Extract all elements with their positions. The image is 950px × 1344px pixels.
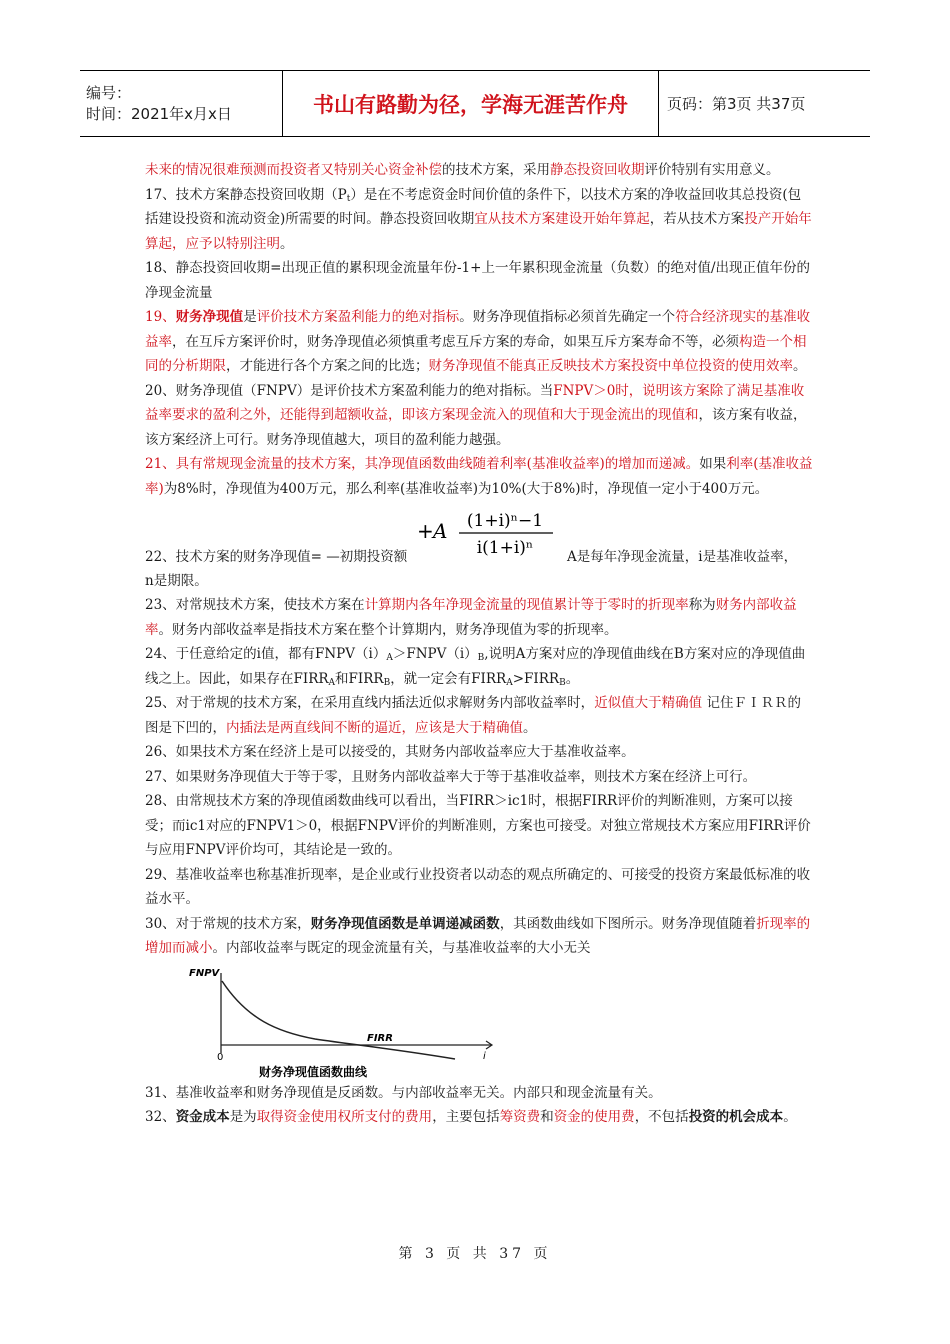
page-info-text: 页码：第3页 共37页	[667, 95, 806, 113]
header-motto	[282, 71, 659, 136]
highlight: 静态投资回收期	[550, 162, 645, 178]
highlight: 21、具有常规现金流量的技术方案，其净现值函数曲线随着利率(基准收益率)的增加而递减。	[145, 456, 700, 472]
header-code-label: 编号：	[86, 83, 132, 102]
paragraph-18: 18、静态投资回收期=出现正值的累积现金流量年份-1+上一年累积现金流量（负数）的绝对值/出现正值年份的净现金流量	[145, 260, 810, 301]
text: 17、技术方案静态投资回收期（P	[145, 186, 347, 203]
page-header	[80, 70, 870, 137]
paragraph-21	[145, 452, 813, 501]
text: 24、于任意给定的i值，都有FNPV（i）	[145, 646, 387, 662]
highlight: 筹资费	[499, 1109, 541, 1125]
text: n是期限。	[145, 573, 208, 589]
text: ，其函数曲线如下图所示。财务净现值随着	[499, 915, 757, 932]
text: 和FIRR	[335, 670, 384, 687]
chart-annotation-firr: FIRR	[367, 1032, 393, 1044]
header-page-info	[659, 71, 870, 136]
term-bold: 投资的机会成本	[688, 1109, 784, 1125]
text: 。	[783, 1109, 797, 1125]
formula-denominator: i(1+i)ⁿ	[476, 538, 534, 558]
text: ，不包括	[634, 1109, 689, 1125]
paragraph-29: 29、基准收益率也称基准折现率，是企业或行业投资者以动态的观点所确定的、可接受的投资方案最低标准的收益水平。	[145, 866, 811, 907]
text: ，才能进行各个方案之间的比选；	[226, 358, 429, 374]
highlight: 内插法是两直线间不断的逼近，应该是大于精确值	[226, 719, 523, 736]
highlight: 符合经济现实的基准收益率	[145, 309, 811, 350]
chart-origin-label: 0	[217, 1051, 224, 1063]
text: ＞FNPV（i）	[392, 646, 478, 662]
highlight: 利率(基准收益率)	[145, 456, 813, 497]
highlight: 宜从技术方案建设开始年算起	[474, 211, 650, 227]
paragraph-31: 31、基准收益率和财务净现值是反函数。与内部收益率无关。内部只和现金流量有关。	[145, 1084, 662, 1101]
text: 为8%时，净现值为400万元，那么利率(基准收益率)为10%(大于8%)时，净现值一定小于400万元。	[163, 480, 769, 497]
document-body	[145, 158, 813, 1130]
paragraph-30	[145, 912, 813, 961]
text: 23、对常规技术方案，使技术方案在	[145, 597, 365, 613]
text: 20、财务净现值（FNPV）是评价技术方案盈利能力的绝对指标。当	[145, 382, 554, 399]
highlight: 折现率的增加而减小	[145, 915, 811, 956]
text: 。财务净现值指标必须首先确定一个	[459, 309, 676, 325]
term-bold: 资金成本	[175, 1109, 230, 1125]
text: 。内部收益率与既定的现金流量有关，与基准收益率的大小无关	[212, 940, 591, 956]
text: ）是在不考虑资金时间价值的条件下，以技术方案的净收益回收其总投资(包括建设投资和流动资金)所需要的时间。静态投资回收期	[145, 186, 802, 227]
text: 记住ＦＩＲＲ的图是下凹的，	[145, 695, 801, 736]
highlight: 未来的情况很难预测而投资者又特别关心资金补偿	[145, 162, 442, 178]
text: 19、	[145, 309, 176, 325]
highlight: 计算期内各年净现金流量的现值累计等于零时的折现率	[364, 597, 689, 613]
paragraph-16	[145, 158, 813, 183]
subscript: t	[346, 193, 351, 204]
text: 称为	[688, 597, 716, 613]
header-meta	[80, 71, 282, 136]
formula-numerator: (1+i)ⁿ−1	[466, 511, 544, 531]
fnpv-curve-chart	[155, 963, 505, 1081]
page-footer: 第 3 页 共 37 页	[398, 1246, 552, 1262]
text: 和	[540, 1109, 554, 1125]
text: 。	[280, 235, 294, 252]
text: 32、	[145, 1109, 176, 1125]
text: 。	[793, 358, 807, 374]
subscript: B	[383, 677, 391, 688]
text: ,说明A方案对应的净现值曲线在B方案对应的净现值曲线之上。因此，如果存在FIRR	[145, 646, 806, 687]
highlight: 近似值大于精确值	[594, 695, 703, 711]
text: 。	[523, 719, 537, 736]
term-bold: 财务净现值函数是单调递减函数	[310, 915, 500, 932]
highlight: 构造一个相同的分析期限	[145, 333, 807, 374]
paragraph-22	[145, 501, 813, 593]
highlight: 评价技术方案盈利能力的绝对指标	[256, 309, 460, 325]
paragraph-19	[145, 305, 813, 379]
term-bold: 财务净现值	[175, 309, 244, 325]
formula-plus: +	[417, 519, 434, 543]
text: 评价特别有实用意义。	[644, 162, 780, 178]
text: 25、对于常规的技术方案，在采用直线内插法近似求解财务内部收益率时，	[145, 695, 595, 711]
subscript: A	[386, 653, 393, 663]
text: 是	[243, 309, 257, 325]
formula-a: A	[433, 519, 448, 543]
text: 。财务内部收益率是指技术方案在整个计算期内，财务净现值为零的折现率。	[158, 621, 618, 638]
text: >FIRR	[512, 670, 560, 687]
paragraph-32	[145, 1105, 813, 1130]
text: 的技术方案，采用	[442, 162, 550, 178]
text: 是为	[229, 1109, 257, 1125]
highlight: 取得资金使用权所支付的费用	[256, 1109, 433, 1125]
text: 。	[565, 670, 580, 687]
paragraph-25	[145, 691, 813, 740]
subscript: A	[506, 677, 513, 688]
subscript: B	[477, 653, 485, 663]
paragraph-17	[145, 183, 813, 257]
paragraph-24	[145, 642, 813, 691]
paragraph-23	[145, 593, 813, 642]
highlight: 财务内部收益率	[145, 597, 797, 638]
highlight: FNPV＞0时，说明该方案除了满足基准收益率要求的盈利之外，还能得到超额收益，即该方案现金流入的现值和大于现金流出的现值和	[145, 382, 805, 423]
text: ，就一定会有FIRR	[390, 670, 507, 687]
text: ，主要包括	[432, 1109, 500, 1125]
highlight: 投产开始年算起，应予以特别注明	[145, 211, 812, 252]
subscript: A	[328, 677, 336, 688]
paragraph-20	[145, 379, 813, 453]
header-time-label: 时间：2021年x月x日	[86, 104, 232, 123]
text: 22、技术方案的财务净现值= —初期投资额	[145, 549, 408, 565]
fnpv-curve	[222, 981, 455, 1059]
chart-ylabel: FNPV	[189, 967, 220, 979]
paragraph-28: 28、由常规技术方案的净现值函数曲线可以看出，当FIRR＞ic1时，根据FIRR评价的判断准则，方案可以接受；而ic1对应的FNPV1＞0，根据FNPV评价的判断准则，方案也可接受。对独立常规技术方案应用FIRR评价与应用FNPV评价均可，其结论是一致的。	[145, 793, 811, 858]
text: 30、对于常规的技术方案，	[145, 915, 311, 932]
motto-text: 书山有路勤为径，学海无涯苦作舟	[313, 92, 628, 117]
text: A是每年净现金流量，i是基准收益率，	[567, 549, 798, 565]
highlight: 资金的使用费	[553, 1109, 635, 1125]
subscript: B	[559, 677, 566, 688]
highlight: 财务净现值不能真正反映技术方案投资中单位投资的使用效率	[428, 358, 793, 374]
text: 如果	[699, 456, 727, 472]
chart-title: 财务净现值函数曲线	[259, 1064, 368, 1079]
chart-xlabel: i	[483, 1050, 486, 1062]
npv-formula	[415, 505, 555, 561]
text: ，若从技术方案	[649, 211, 745, 227]
paragraph-27: 27、如果财务净现值大于等于零，且财务内部收益率大于等于基准收益率，则技术方案在经济上可行。	[145, 768, 757, 785]
text: ，在互斥方案评价时，财务净现值必须慎重考虑互斥方案的寿命，如果互斥方案寿命不等，必须	[172, 333, 739, 350]
text: ，该方案有收益，该方案经济上可行。财务净现值越大，项目的盈利能力越强。	[145, 407, 807, 448]
paragraph-26: 26、如果技术方案在经济上是可以接受的，其财务内部收益率应大于基准收益率。	[145, 744, 635, 760]
